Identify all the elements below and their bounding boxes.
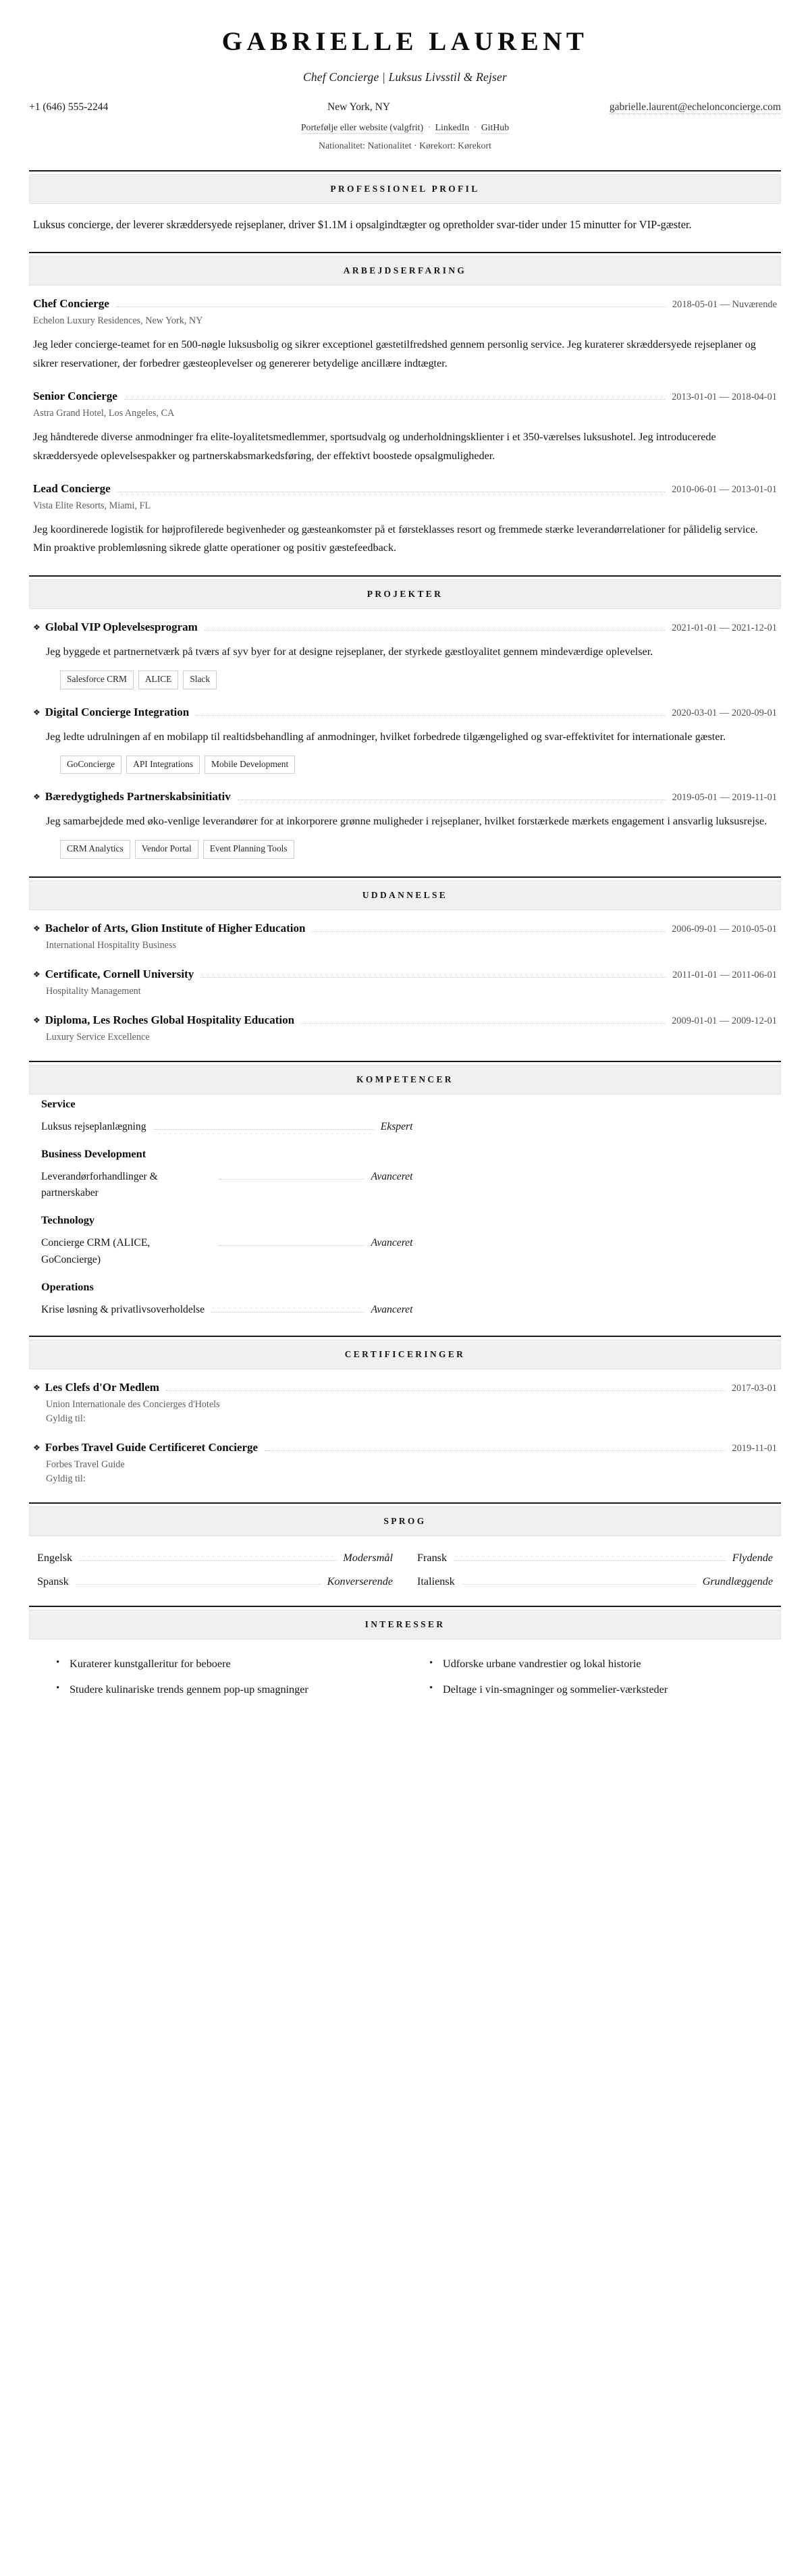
headline: Chef Concierge | Luksus Livsstil & Rejser [302, 70, 508, 84]
entry-title: Forbes Travel Guide Certificeret Concierge [45, 1440, 259, 1454]
skill-name: Concierge CRM (ALICE, GoConcierge) [41, 1237, 151, 1265]
section-rule [29, 252, 781, 253]
phone[interactable]: +1 (646) 555-2244 [29, 101, 109, 113]
language-name: Spansk [37, 1575, 69, 1587]
section-header-experience [29, 256, 781, 286]
section-title: KOMPETENCER [356, 1074, 454, 1084]
language-name: Engelsk [37, 1551, 73, 1564]
diamond-bullet-icon: ❖ [33, 792, 40, 802]
skill-row [41, 1119, 412, 1135]
interest-item: • Deltage i vin-smagninger og sommelier-værksteder [428, 1681, 773, 1700]
entry-header [33, 1441, 777, 1454]
section-skills [29, 1061, 781, 1318]
entry-header [33, 297, 777, 311]
entry-date: 2011-01-01 — 2011-06-01 [672, 970, 777, 980]
section-body-certifications [29, 1369, 781, 1485]
entry-title: Bæredygtigheds Partnerskabsinitiativ [45, 790, 231, 804]
language-name: Fransk [417, 1551, 448, 1564]
section-rule [29, 1606, 781, 1607]
section-header-languages [29, 1506, 781, 1536]
dotted-leader [454, 1560, 726, 1561]
section-body-profile [29, 204, 781, 234]
section-body-skills [29, 1095, 781, 1318]
portfolio-link[interactable]: Portefølje eller website (valgfrit) [300, 122, 424, 132]
entry-header [33, 390, 777, 403]
entry-date: 2018-05-01 — Nuværende [672, 299, 777, 311]
entry-title: Global VIP Oplevelsesprogram [45, 621, 198, 634]
linkedin-link[interactable]: LinkedIn [435, 122, 470, 132]
dotted-leader [462, 1584, 696, 1585]
links-row [29, 122, 781, 133]
dotted-leader [238, 799, 666, 800]
dotted-leader [312, 931, 665, 932]
section-certifications [29, 1336, 781, 1485]
project-description: Jeg ledte udrulningen af en mobilapp til realtidsbehandling af anmodninger, hvilket forbedrede tilgængelighed og svar-effektivitet for internationale gæster. [46, 730, 726, 743]
certification-valid-until: Gyldig til: [46, 1473, 86, 1484]
company-name: Vista Elite Resorts, Miami, FL [33, 500, 151, 511]
section-education [29, 876, 781, 1043]
language-level: Konverserende [327, 1575, 393, 1587]
section-profile [29, 170, 781, 234]
language-row [417, 1552, 773, 1565]
entry-title: Digital Concierge Integration [45, 705, 190, 718]
entry-title: Les Clefs d'Or Medlem [45, 1380, 159, 1394]
experience-entry [33, 482, 777, 558]
dotted-leader [205, 630, 665, 631]
section-rule [29, 170, 781, 172]
email[interactable] [610, 101, 781, 113]
dotted-leader [265, 1450, 725, 1451]
entry-title: Certificate, Cornell University [45, 968, 194, 980]
entry-date: 2020-03-01 — 2020-09-01 [672, 707, 777, 718]
education-field: Luxury Service Excellence [46, 1032, 150, 1043]
section-title: SPROG [383, 1515, 427, 1526]
project-description: Jeg byggede et partnernetværk på tværs af syv byer for at designe rejseplaner, der styrkede gæstloyalitet gennem mindeværdige oplevelser. [46, 646, 653, 658]
dotted-leader [124, 399, 665, 400]
education-field: Hospitality Management [46, 986, 141, 997]
skill-level: Avanceret [371, 1237, 413, 1249]
section-title: INTERESSER [364, 1619, 446, 1629]
experience-entry [33, 390, 777, 466]
diamond-bullet-icon: ❖ [33, 707, 40, 717]
entry-title: Senior Concierge [33, 389, 117, 402]
dotted-leader [200, 977, 666, 978]
section-title: ARBEJDSERFARING [343, 265, 467, 276]
section-title: UDDANNELSE [362, 890, 448, 900]
experience-description: Jeg håndterede diverse anmodninger fra elite-loyalitetsmedlemmer, sportsudvalg og underholdningsklienter i et 350-værelses luksushotel. Jeg introducerede skræddersyede oplevelsespakker og partnerskabsmarkedsføring, der effektivt boostede opsalgmuligheder. [33, 430, 716, 462]
dotted-leader [219, 1179, 364, 1180]
entry-date: 2013-01-01 — 2018-04-01 [672, 391, 777, 402]
skill-row [41, 1169, 412, 1201]
tech-tag: Vendor Portal [135, 840, 198, 859]
tech-tag: Salesforce CRM [60, 671, 134, 689]
entry-date: 2009-01-01 — 2009-12-01 [672, 1016, 777, 1026]
section-interests [29, 1606, 781, 1706]
skill-group-title: Business Development [41, 1147, 146, 1161]
skill-group-title: Service [41, 1097, 76, 1110]
education-entry [33, 1014, 777, 1043]
entry-header [33, 922, 777, 935]
section-title: PROFESSIONEL PROFIL [330, 183, 480, 194]
interests-list [33, 1651, 777, 1706]
tech-tag-list [33, 756, 777, 774]
section-projects [29, 575, 781, 859]
skill-row [41, 1235, 412, 1267]
personal-meta: Nationalitet: Nationalitet · Kørekort: Kørekort [319, 140, 491, 151]
tech-tag-list [33, 671, 777, 689]
section-body-languages [29, 1536, 781, 1588]
section-rule [29, 1336, 781, 1337]
language-level: Modersmål [343, 1551, 393, 1564]
skill-group-title: Operations [41, 1280, 94, 1293]
certification-valid-until: Gyldig til: [46, 1413, 86, 1424]
language-row [37, 1575, 393, 1588]
language-row [417, 1575, 773, 1588]
education-entry [33, 922, 777, 951]
section-header-interests [29, 1610, 781, 1639]
entry-header [33, 790, 777, 804]
entry-title: Chef Concierge [33, 297, 109, 311]
dotted-leader [219, 1245, 364, 1246]
diamond-bullet-icon: ❖ [33, 1442, 40, 1452]
entry-header [33, 706, 777, 719]
interest-item: • Studere kulinariske trends gennem pop-up smagninger [55, 1681, 400, 1700]
diamond-bullet-icon: ❖ [33, 924, 40, 933]
diamond-bullet-icon: ❖ [33, 1016, 40, 1025]
entry-title: Diploma, Les Roches Global Hospitality Education [45, 1014, 295, 1026]
skill-level: Ekspert [380, 1121, 413, 1132]
section-title: CERTIFICERINGER [344, 1348, 466, 1359]
section-header-profile [29, 174, 781, 204]
section-header-certifications [29, 1340, 781, 1369]
language-level: Grundlæggende [702, 1575, 773, 1587]
section-body-experience [29, 286, 781, 558]
project-description: Jeg samarbejdede med øko-venlige leverandører for at inkorporere grønne muligheder i rejseplaner, hvilket forstærkede mærkets engagement i ansvarlig luksusrejse. [46, 815, 767, 828]
interest-item: • Udforske urbane vandrestier og lokal historie [428, 1655, 773, 1674]
section-experience [29, 252, 781, 558]
education-field: International Hospitality Business [46, 940, 177, 951]
tech-tag: Event Planning Tools [203, 840, 294, 859]
contact-row [29, 101, 781, 113]
page-title: GABRIELLE LAURENT [221, 27, 589, 56]
certification-issuer: Forbes Travel Guide [46, 1458, 125, 1470]
entry-date: 2010-06-01 — 2013-01-01 [672, 483, 777, 495]
section-rule [29, 575, 781, 577]
project-entry [33, 706, 777, 774]
section-languages [29, 1502, 781, 1588]
skill-row [41, 1302, 412, 1318]
entry-title: Bachelor of Arts, Glion Institute of Higher Education [45, 922, 306, 935]
entry-header [33, 968, 777, 981]
entry-header [33, 621, 777, 634]
certification-entry [33, 1441, 777, 1485]
tech-tag: ALICE [138, 671, 178, 689]
section-header-skills [29, 1065, 781, 1095]
section-rule [29, 1061, 781, 1062]
section-rule [29, 876, 781, 878]
skill-level: Avanceret [371, 1303, 413, 1315]
certification-entry [33, 1381, 777, 1425]
dotted-leader [166, 1390, 725, 1391]
skill-group [41, 1097, 777, 1135]
entry-header [33, 1381, 777, 1394]
dotted-leader [153, 1129, 374, 1130]
entry-date: 2019-05-01 — 2019-11-01 [672, 792, 777, 804]
skill-name: Leverandørforhandlinger & partnerskaber [41, 1171, 158, 1199]
skill-group [41, 1280, 777, 1318]
tech-tag: Mobile Development [205, 756, 295, 774]
skill-group [41, 1147, 777, 1201]
tech-tag: Slack [183, 671, 217, 689]
tech-tag: CRM Analytics [60, 840, 130, 859]
diamond-bullet-icon: ❖ [33, 970, 40, 979]
education-entry [33, 968, 777, 997]
section-title: PROJEKTER [367, 589, 443, 600]
section-body-interests [29, 1639, 781, 1706]
skill-name: Luksus rejseplanlægning [41, 1121, 146, 1132]
profile-text: Luksus concierge, der leverer skræddersyede rejseplaner, driver $1.1M i opsalgindtægter og opretholder svar-tider under 15 minutter for VIP-gæster. [33, 217, 692, 231]
dotted-leader [76, 1584, 321, 1585]
interest-item: • Kuraterer kunstgalleritur for beboere [55, 1655, 400, 1674]
skill-group-title: Technology [41, 1213, 95, 1227]
dotted-leader [301, 1023, 665, 1024]
project-entry [33, 621, 777, 689]
section-header-education [29, 880, 781, 910]
github-link[interactable]: GitHub [481, 122, 510, 132]
company-name: Astra Grand Hotel, Los Angeles, CA [33, 407, 175, 419]
skill-group [41, 1213, 777, 1267]
dotted-leader [211, 1312, 364, 1313]
certification-issuer: Union Internationale des Concierges d'Hotels [46, 1398, 220, 1410]
section-body-education [29, 910, 781, 1043]
skill-level: Avanceret [371, 1171, 413, 1183]
language-level: Flydende [732, 1551, 773, 1564]
project-entry [33, 790, 777, 859]
dotted-leader [196, 715, 665, 716]
email-link[interactable]: gabrielle.laurent@echelonconcierge.com [609, 101, 781, 113]
experience-entry [33, 297, 777, 373]
resume-header [29, 19, 781, 153]
entry-title: Lead Concierge [33, 481, 111, 495]
section-header-projects [29, 579, 781, 609]
diamond-bullet-icon: ❖ [33, 1382, 40, 1392]
languages-grid [33, 1548, 777, 1588]
entry-date: 2019-11-01 [732, 1442, 777, 1454]
link-separator-1: · [427, 122, 431, 132]
experience-description: Jeg koordinerede logistik for højprofilerede begivenheder og gæsteankomster på et førsteklasses resort og fremmede stærke leverandørrelationer for pålidelig service. Min proaktive problemløsning sikrede glatte operationer og positiv gæstefeedback. [33, 523, 758, 554]
link-separator-2: · [473, 122, 477, 132]
tech-tag: GoConcierge [60, 756, 122, 774]
skill-name: Krise løsning & privatlivsoverholdelse [41, 1303, 205, 1315]
entry-date: 2006-09-01 — 2010-05-01 [672, 924, 777, 935]
company-name: Echelon Luxury Residences, New York, NY [33, 315, 203, 327]
tech-tag: API Integrations [126, 756, 200, 774]
tech-tag-list [33, 840, 777, 859]
diamond-bullet-icon: ❖ [33, 623, 40, 633]
language-row [37, 1552, 393, 1565]
experience-description: Jeg leder concierge-teamet for en 500-nøgle luksusbolig og sikrer exceptionel gæstetilfredshed gennem personlig service. Jeg kuraterer skræddersyede rejseplaner og sikrer reservationer, der forbedrer gæsteoplevelser og genererer betydelige ancillære indtægter. [33, 338, 756, 369]
entry-date: 2017-03-01 [731, 1382, 777, 1394]
location: New York, NY [327, 101, 391, 113]
entry-header [33, 1014, 777, 1027]
section-rule [29, 1502, 781, 1504]
entry-header [33, 482, 777, 496]
language-name: Italiensk [417, 1575, 455, 1587]
entry-date: 2021-01-01 — 2021-12-01 [672, 623, 777, 634]
dotted-leader [79, 1560, 336, 1561]
section-body-projects [29, 609, 781, 859]
